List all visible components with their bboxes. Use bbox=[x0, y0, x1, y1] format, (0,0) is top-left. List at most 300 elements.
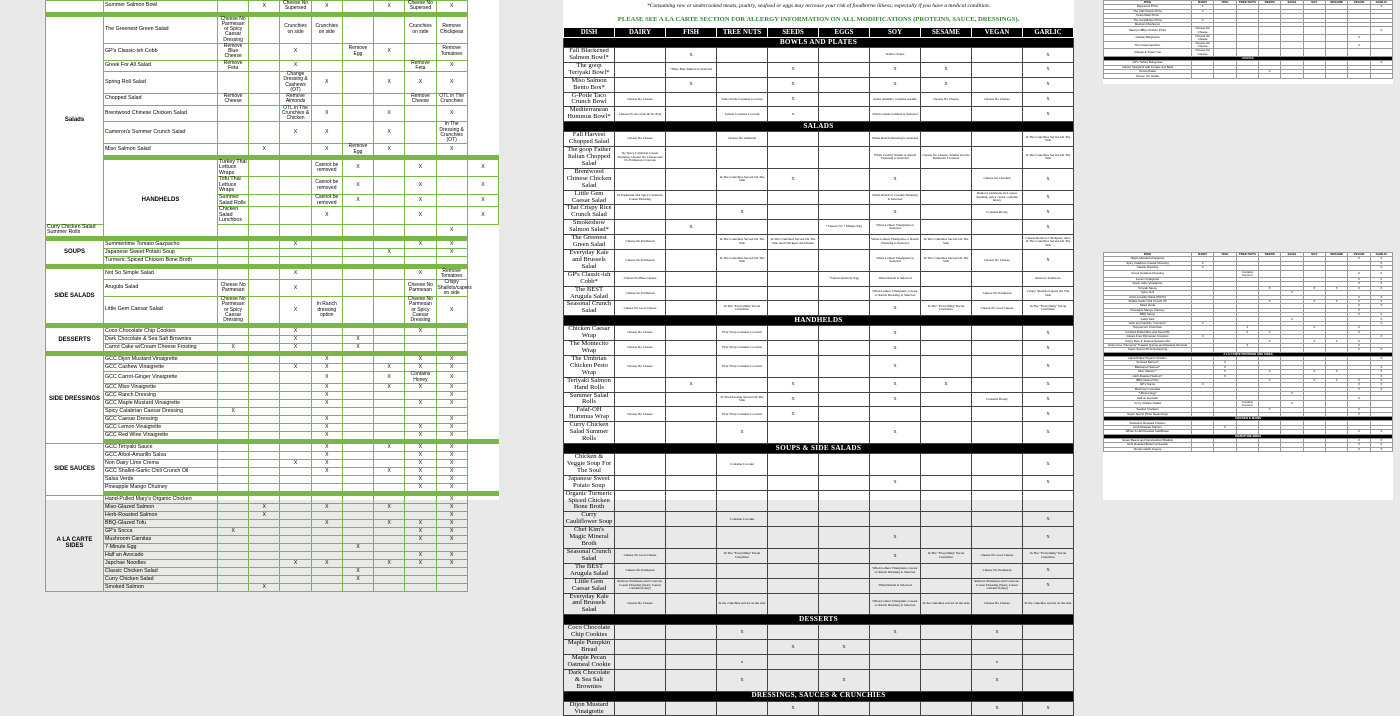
allergen-cell bbox=[768, 147, 819, 169]
allergen-cell bbox=[311, 527, 342, 535]
dish-name: Pepperoni Pizza bbox=[1104, 5, 1192, 9]
column-header: EGGS bbox=[819, 28, 870, 38]
allergen-cell bbox=[819, 549, 870, 564]
allergen-cell: Remove Parmesan and Croutons, Caesar Dressing (Spicy Caesar contains honey) bbox=[615, 578, 666, 593]
allergen-cell: X bbox=[1023, 220, 1074, 235]
allergen-cell bbox=[311, 268, 342, 280]
allergen-cell bbox=[249, 372, 280, 384]
dish-name: Mexican Mushroom bbox=[1104, 22, 1192, 26]
allergen-cell bbox=[1023, 490, 1074, 512]
table-row bbox=[46, 364, 499, 372]
allergen-cell: X bbox=[342, 159, 373, 177]
allergen-cell bbox=[374, 177, 405, 195]
allergen-cell: X bbox=[1370, 257, 1392, 261]
allergen-cell: X bbox=[666, 377, 717, 392]
allergen-cell: X bbox=[1370, 321, 1392, 325]
allergen-cell: Cheese No Cheese bbox=[615, 593, 666, 615]
allergen-cell bbox=[218, 372, 249, 384]
allergen-cell bbox=[870, 669, 921, 691]
column-header: GARLIC bbox=[1023, 28, 1074, 38]
allergen-cell bbox=[342, 224, 373, 236]
allergen-cell bbox=[1258, 74, 1280, 78]
dish-name: Classic Chicken Salad bbox=[104, 567, 218, 575]
allergen-cell bbox=[280, 527, 311, 535]
allergen-cell bbox=[249, 256, 280, 264]
allergen-cell: X bbox=[1370, 286, 1392, 290]
allergen-cell bbox=[1023, 640, 1074, 655]
allergen-cell: X bbox=[436, 459, 467, 467]
allergen-cell bbox=[1236, 34, 1258, 41]
allergen-cell: Cheese No Cheese bbox=[1192, 27, 1214, 34]
allergen-cell bbox=[921, 190, 972, 205]
allergen-cell: X bbox=[436, 415, 467, 423]
allergen-cell: X bbox=[1023, 355, 1074, 377]
allergen-cell bbox=[819, 235, 870, 250]
allergen-cell: X bbox=[1023, 48, 1074, 63]
table-row bbox=[564, 249, 1074, 271]
allergen-cell bbox=[374, 391, 405, 399]
dish-name: The Fall Classic Pizza bbox=[1104, 9, 1192, 13]
column-header: DISH bbox=[1104, 1, 1192, 5]
allergen-cell bbox=[666, 654, 717, 669]
allergen-cell bbox=[666, 640, 717, 655]
allergen-cell bbox=[666, 392, 717, 407]
table-row bbox=[46, 583, 499, 591]
allergen-cell bbox=[342, 483, 373, 491]
allergen-cell bbox=[819, 147, 870, 169]
allergen-cell bbox=[374, 336, 405, 344]
allergen-cell: X bbox=[768, 168, 819, 190]
allergen-cell: X bbox=[1303, 339, 1325, 343]
allergen-cell: X bbox=[218, 527, 249, 535]
allergen-cell: Cheese No Cheese bbox=[972, 249, 1023, 271]
allergen-cell bbox=[717, 640, 768, 655]
allergen-cell: X bbox=[467, 159, 498, 177]
allergen-cell bbox=[249, 280, 280, 297]
allergen-cell bbox=[342, 407, 373, 415]
allergen-cell: X bbox=[374, 122, 405, 144]
allergen-cell bbox=[342, 297, 373, 324]
allergen-cell bbox=[342, 16, 373, 43]
allergen-cell: Crunchies on side bbox=[280, 16, 311, 43]
allergen-cell bbox=[921, 701, 972, 716]
allergen-cell bbox=[666, 147, 717, 169]
allergen-cell bbox=[972, 147, 1023, 169]
dish-name: Spring Roll Salad bbox=[104, 72, 218, 94]
allergen-cell bbox=[819, 48, 870, 63]
column-header: DISH bbox=[1104, 253, 1192, 257]
allergen-cell bbox=[218, 503, 249, 511]
allergen-cell: Cannot be removed bbox=[311, 177, 342, 195]
table-row bbox=[46, 475, 499, 483]
allergen-cell: Remove Egg bbox=[342, 144, 373, 156]
allergen-cell bbox=[717, 48, 768, 63]
allergen-cell bbox=[666, 92, 717, 107]
dish-name: Arugula Salad bbox=[104, 280, 218, 297]
allergen-cell: X bbox=[436, 72, 467, 94]
allergen-cell: X bbox=[405, 467, 436, 475]
allergen-cell bbox=[870, 454, 921, 476]
table-row bbox=[564, 107, 1074, 122]
allergen-cell bbox=[249, 344, 280, 352]
dish-name: Herb-Roasted Salmon* bbox=[1104, 374, 1192, 378]
allergen-cell: X bbox=[1023, 168, 1074, 190]
allergen-cell bbox=[972, 341, 1023, 356]
allergen-cell bbox=[1023, 654, 1074, 669]
allergen-cell bbox=[280, 177, 311, 195]
dish-name: The BEST Arugula Salad bbox=[564, 286, 615, 301]
allergen-cell bbox=[615, 669, 666, 691]
allergen-cell: X bbox=[1258, 330, 1280, 334]
allergen-cell: X bbox=[405, 240, 436, 248]
allergen-cell: X bbox=[436, 527, 467, 535]
allergen-cell bbox=[374, 16, 405, 43]
allergen-cell: X bbox=[1370, 27, 1392, 34]
allergen-cell: X bbox=[436, 551, 467, 559]
dish-name: Everyday Kale and Brussels Salad bbox=[564, 593, 615, 615]
allergen-cell bbox=[374, 551, 405, 559]
allergen-cell: X bbox=[311, 105, 342, 122]
allergen-cell: X bbox=[311, 399, 342, 407]
allergen-cell bbox=[342, 527, 373, 535]
allergen-cell bbox=[249, 467, 280, 475]
table-row bbox=[46, 451, 499, 459]
dish-name: Organic Turmeric Spiced Chicken Bone Broth bbox=[564, 490, 615, 512]
allergen-cell bbox=[374, 60, 405, 72]
allergen-cell bbox=[249, 328, 280, 336]
allergen-cell: X bbox=[280, 268, 311, 280]
allergen-cell: X bbox=[768, 701, 819, 716]
table-row bbox=[564, 578, 1074, 593]
allergen-cell bbox=[768, 475, 819, 490]
allergen-cell: X bbox=[1192, 18, 1214, 22]
allergen-cell: X bbox=[405, 383, 436, 391]
allergen-cell bbox=[436, 177, 467, 195]
allergen-cell bbox=[1214, 34, 1236, 41]
column-header: TREE NUTS bbox=[1236, 1, 1258, 5]
column-header: VEGAN bbox=[1348, 253, 1370, 257]
allergen-cell: X bbox=[1348, 378, 1370, 382]
allergen-cell: Remove Tomatoes bbox=[436, 268, 467, 280]
allergen-cell: X bbox=[1370, 295, 1392, 299]
allergen-cell bbox=[972, 527, 1023, 549]
dish-name: Rotisserie Roasted Chicken bbox=[1104, 421, 1192, 425]
allergen-cell bbox=[405, 105, 436, 122]
allergen-cell bbox=[249, 551, 280, 559]
dish-name: Simple Garlic Greens bbox=[1104, 447, 1192, 451]
allergen-cell: When Creamy Italian or Ranch Dressing is Selected bbox=[870, 147, 921, 169]
allergen-cell bbox=[374, 207, 405, 225]
section-header-row bbox=[564, 122, 1074, 132]
table-row bbox=[564, 549, 1074, 564]
allergen-cell: X bbox=[280, 60, 311, 72]
allergen-cell: X bbox=[1348, 286, 1370, 290]
dish-name: Cameron's Summer Crunch Salad bbox=[104, 122, 218, 144]
allergen-cell: X bbox=[870, 625, 921, 640]
table-row bbox=[46, 122, 499, 144]
allergen-cell: *Cheese No 7 Minute Egg bbox=[819, 220, 870, 235]
allergen-cell bbox=[819, 377, 870, 392]
allergen-cell: X bbox=[1192, 5, 1214, 9]
dish-name: Classic Margherita bbox=[1104, 34, 1192, 41]
allergen-cell: X bbox=[1192, 266, 1214, 270]
allergen-cell: X bbox=[921, 62, 972, 77]
allergen-cell bbox=[249, 195, 280, 207]
allergen-cell: X bbox=[1023, 62, 1074, 77]
allergen-cell: Crunchies on side bbox=[311, 16, 342, 43]
allergen-cell bbox=[666, 563, 717, 578]
allergen-cell bbox=[311, 535, 342, 543]
allergen-cell bbox=[1303, 49, 1325, 56]
allergen-cell bbox=[615, 654, 666, 669]
allergen-cell bbox=[768, 454, 819, 476]
allergen-cell bbox=[1236, 447, 1258, 451]
allergen-cell bbox=[280, 583, 311, 591]
dish-name: Blackened Salmon* bbox=[1104, 365, 1192, 369]
allergen-cell: X bbox=[436, 383, 467, 391]
allergen-cell bbox=[972, 220, 1023, 235]
allergen-cell bbox=[1348, 49, 1370, 56]
allergen-cell: X bbox=[436, 399, 467, 407]
allergen-cell: Cheese No Chicken bbox=[972, 168, 1023, 190]
allergen-cell: X bbox=[1348, 443, 1370, 447]
allergen-cell: X bbox=[1303, 370, 1325, 374]
allergen-cell: Cheese No Cheese bbox=[615, 341, 666, 356]
dish-name: Herb Roasted Butternut Squash bbox=[1104, 443, 1192, 447]
allergen-cell bbox=[405, 144, 436, 156]
dish-name: GCC Shallot-Garlic Chili Crunch Oil bbox=[104, 467, 218, 475]
dish-name: Summer Salad Rolls bbox=[218, 195, 249, 207]
dish-name: Dark Chocolate & Sea Salt Brownies bbox=[104, 336, 218, 344]
allergen-cell bbox=[249, 105, 280, 122]
allergen-cell bbox=[819, 392, 870, 407]
allergen-cell: X bbox=[1258, 408, 1280, 412]
allergen-cell: X bbox=[405, 559, 436, 567]
allergen-cell: X bbox=[972, 701, 1023, 716]
allergen-cell bbox=[249, 443, 280, 451]
allergen-cell bbox=[342, 495, 373, 503]
allergen-cell bbox=[374, 328, 405, 336]
allergen-cell bbox=[249, 383, 280, 391]
allergen-cell: X bbox=[1348, 438, 1370, 442]
allergen-cell bbox=[972, 235, 1023, 250]
allergen-cell: X bbox=[717, 422, 768, 444]
allergen-cell: X bbox=[1023, 77, 1074, 92]
allergen-cell: X bbox=[405, 459, 436, 467]
dish-name: Little Gem Caesar Salad bbox=[564, 578, 615, 593]
allergen-cell bbox=[921, 654, 972, 669]
allergen-cell: X bbox=[1348, 383, 1370, 387]
allergen-cell: X bbox=[1325, 299, 1347, 303]
column-header: SOY bbox=[1303, 1, 1325, 5]
allergen-cell: X bbox=[1303, 326, 1325, 330]
allergen-cell: Cheese No Supersed bbox=[405, 1, 436, 13]
table-row bbox=[46, 144, 499, 156]
allergen-cell bbox=[342, 356, 373, 364]
allergen-cell bbox=[1258, 270, 1280, 277]
column-header: SEEDS bbox=[1258, 1, 1280, 5]
allergen-cell bbox=[717, 527, 768, 549]
allergen-cell bbox=[1236, 27, 1258, 34]
dish-name: Spicy Calabrian Caesar Dressing bbox=[104, 407, 218, 415]
allergen-cell: X bbox=[405, 535, 436, 543]
allergen-cell bbox=[405, 43, 436, 60]
allergen-cell bbox=[1281, 27, 1303, 34]
allergen-cell: Cheese No Cheese, Salami and No Parmesan Croutons bbox=[921, 147, 972, 169]
dish-name: Tofu Thai Lettuce Wraps bbox=[218, 177, 249, 195]
allergen-cell bbox=[218, 511, 249, 519]
allergen-cell bbox=[1236, 74, 1258, 78]
table-row bbox=[46, 467, 499, 475]
allergen-cell bbox=[311, 240, 342, 248]
allergen-cell: X bbox=[1023, 392, 1074, 407]
allergen-cell bbox=[921, 355, 972, 377]
allergen-cell: In The Crunchies Served On The Side bbox=[1023, 147, 1074, 169]
table-row bbox=[46, 328, 499, 336]
dish-name: Non Dairy Lime Crema bbox=[104, 459, 218, 467]
allergen-cell: X bbox=[405, 399, 436, 407]
allergen-cell bbox=[972, 422, 1023, 444]
section-header-row bbox=[564, 444, 1074, 454]
allergen-cell: Flax Wrap Contains Coconut bbox=[717, 341, 768, 356]
allergen-cell bbox=[436, 195, 467, 207]
allergen-cell bbox=[921, 512, 972, 527]
allergen-cell: X bbox=[717, 205, 768, 220]
allergen-cell: X bbox=[1370, 447, 1392, 451]
allergen-cell: Remove Parmesan and Croutons, Caesar Dressing (Spicy Caesar contains honey) bbox=[972, 578, 1023, 593]
allergen-cell: X bbox=[342, 336, 373, 344]
allergen-cell bbox=[280, 495, 311, 503]
dish-name: The Montecito Wrap bbox=[564, 341, 615, 356]
allergen-cell: X bbox=[342, 575, 373, 583]
allergen-cell bbox=[615, 512, 666, 527]
allergen-cell bbox=[1303, 74, 1325, 78]
allergen-cell bbox=[666, 235, 717, 250]
allergen-cell bbox=[249, 364, 280, 372]
allergen-cell: X bbox=[249, 511, 280, 519]
allergen-cell: X bbox=[870, 475, 921, 490]
allergen-cell bbox=[342, 423, 373, 431]
allergen-cell bbox=[311, 248, 342, 256]
dish-name: Miso Salmon * bbox=[1104, 370, 1192, 374]
allergen-cell bbox=[666, 512, 717, 527]
dish-name: Salsa Verde bbox=[1104, 304, 1192, 308]
allergen-cell: X bbox=[870, 392, 921, 407]
allergen-cell: X bbox=[311, 451, 342, 459]
allergen-cell bbox=[666, 326, 717, 341]
allergen-cell bbox=[405, 511, 436, 519]
allergen-cell bbox=[1325, 27, 1347, 34]
allergen-cell: X bbox=[1192, 261, 1214, 265]
dish-name: The goop Father Italian Chopped Salad bbox=[564, 147, 615, 169]
allergen-cell: X bbox=[374, 383, 405, 391]
allergen-cell: X bbox=[1370, 374, 1392, 378]
allergen-cell: X bbox=[870, 355, 921, 377]
allergen-cell bbox=[311, 483, 342, 491]
allergen-cell: Remove Feta bbox=[218, 60, 249, 72]
allergen-cell bbox=[436, 256, 467, 264]
allergen-cell: Cheese No Goat Cheese bbox=[615, 301, 666, 316]
allergen-cell: X bbox=[436, 467, 467, 475]
allergen-cell bbox=[1281, 270, 1303, 277]
table-row bbox=[46, 415, 499, 423]
allergen-cell bbox=[405, 543, 436, 551]
section-header-row bbox=[564, 316, 1074, 326]
allergen-cell bbox=[342, 559, 373, 567]
allergen-cell bbox=[311, 575, 342, 583]
table-row bbox=[564, 147, 1074, 169]
allergen-cell bbox=[1214, 447, 1236, 451]
column-header: EGGS bbox=[1281, 253, 1303, 257]
allergen-cell bbox=[342, 551, 373, 559]
allergen-cell: X bbox=[280, 240, 311, 248]
allergen-cell bbox=[666, 205, 717, 220]
allergen-cell: X bbox=[717, 669, 768, 691]
allergen-chart-right-bottom-panel bbox=[1103, 252, 1393, 500]
allergen-cell bbox=[249, 483, 280, 491]
dish-name: Little Gem Caesar Salad bbox=[564, 190, 615, 205]
allergen-cell bbox=[342, 467, 373, 475]
allergen-cell: Contains Coconut bbox=[717, 454, 768, 476]
allergen-cell: X bbox=[374, 443, 405, 451]
allergen-cell: X bbox=[1281, 317, 1303, 321]
dish-name: GCC Dijon Mustard Vinaigrette bbox=[104, 356, 218, 364]
allergen-cell: In The "Everything" Pecan Crunchies bbox=[1023, 301, 1074, 316]
allergen-cell bbox=[249, 207, 280, 225]
allergen-cell: X bbox=[1370, 438, 1392, 442]
allergen-cell bbox=[870, 490, 921, 512]
dish-name: Coco Chocolate Chip Cookies bbox=[564, 625, 615, 640]
allergen-cell bbox=[768, 512, 819, 527]
section-title: A LA CARTE PROTEINS AND SIDES bbox=[1104, 352, 1393, 356]
allergen-cell: X bbox=[311, 459, 342, 467]
table-row bbox=[46, 105, 499, 122]
column-header: GARLIC bbox=[1370, 253, 1392, 257]
allergen-cell: X bbox=[1325, 378, 1347, 382]
allergen-cell: Remove Chickpeas bbox=[436, 16, 467, 43]
allergen-cell: X bbox=[467, 177, 498, 195]
allergen-cell: X bbox=[870, 205, 921, 220]
allergen-cell: X bbox=[218, 407, 249, 415]
allergen-cell: Cheese No Avocado & No Feta bbox=[615, 107, 666, 122]
allergen-cell: X bbox=[870, 422, 921, 444]
allergen-cell: When Lemon Vinaigrette is Selected bbox=[870, 220, 921, 235]
allergen-cell bbox=[218, 451, 249, 459]
allergen-cell bbox=[972, 454, 1023, 476]
allergen-cell bbox=[374, 344, 405, 352]
allergen-cell: X bbox=[1370, 270, 1392, 277]
allergen-cell: X bbox=[1023, 454, 1074, 476]
allergen-cell bbox=[249, 559, 280, 567]
category-label: HANDHELDS bbox=[104, 159, 218, 240]
allergen-cell: X bbox=[374, 372, 405, 384]
allergen-cell: X bbox=[405, 443, 436, 451]
allergen-cell: Contains Coconut bbox=[1236, 270, 1258, 277]
allergen-cell: X bbox=[436, 105, 467, 122]
allergen-cell bbox=[768, 205, 819, 220]
dish-name: Whole & Half Roasted Cauliflower bbox=[1104, 430, 1192, 434]
allergen-cell: In The "Everything" Pecan Crunchies bbox=[1023, 549, 1074, 564]
allergen-cell bbox=[1214, 27, 1236, 34]
dish-name: Spicy Aioli bbox=[1104, 291, 1192, 295]
table-row bbox=[46, 543, 499, 551]
allergen-cell: X bbox=[1370, 335, 1392, 339]
table-row bbox=[46, 280, 499, 297]
allergen-cell: X bbox=[1192, 9, 1214, 13]
dish-name: Dark Chocolate & Sea Salt Brownies bbox=[564, 669, 615, 691]
allergen-cell bbox=[374, 583, 405, 591]
allergen-cell bbox=[280, 159, 311, 177]
